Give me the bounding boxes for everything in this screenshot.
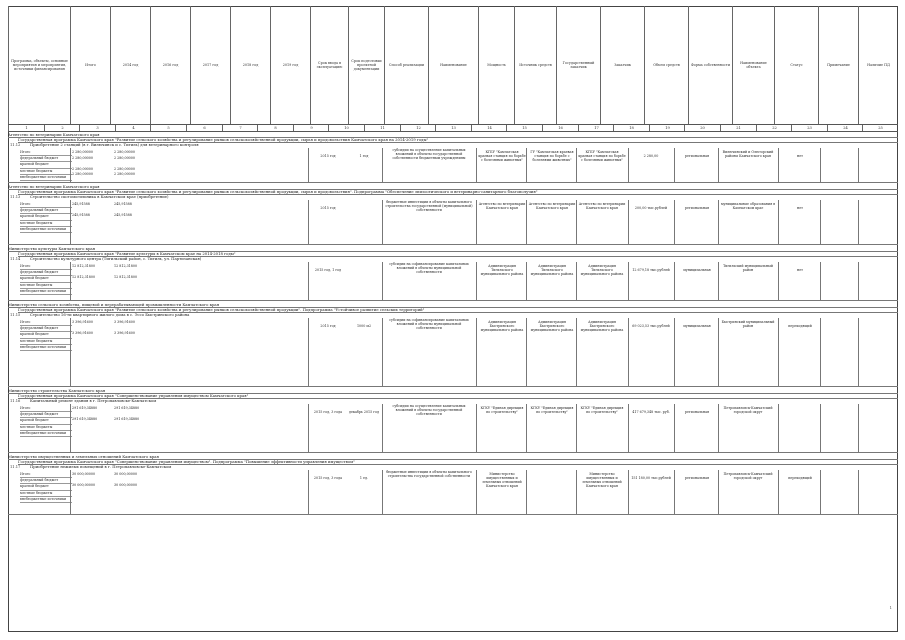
section-subtitle: Государственная программа Камчатского края "Развитие сельского хозяйства и регулирование рынков сельскохозяйственной продукции". Подпрограмма "Устойчивое развитие сельских территорий" [18, 307, 898, 313]
column-number: 1 [8, 125, 44, 131]
column-rule [820, 318, 821, 386]
column-rule [858, 200, 859, 244]
financing-label: федеральный бюджет [20, 156, 72, 162]
status: переходящий [788, 324, 812, 328]
column-number-row [8, 124, 898, 132]
column-number: 20 [684, 125, 720, 131]
ownership-form: региональная [684, 206, 710, 210]
term-detail: 1 год [359, 154, 369, 158]
term: 2015 год [320, 206, 336, 210]
financing-value-2014: 30 000,00000 [114, 472, 138, 476]
column-number: 3 [79, 125, 115, 131]
item-title: Приобретение нежилых помещений в г. Петропавловске-Камчатском [30, 464, 172, 469]
section-subtitle: Государственная программа Камчатского края "Развитие сельского хозяйства и регулирование рынков сельскохозяйственной продукции, сырья и продовольствия". Подпрограмма "Обеспечение эпизоотического и ветеринарно-санитарного благополучия" [18, 189, 898, 195]
header-cell: 2019 год [270, 6, 310, 124]
column-rule [526, 470, 527, 514]
financing-label: внебюджетные источники [20, 497, 72, 503]
column-rule [70, 148, 71, 182]
column-rule [476, 262, 477, 300]
column-rule [628, 318, 629, 386]
column-rule [70, 470, 71, 514]
column-rule [382, 200, 383, 244]
column-rule [476, 200, 477, 244]
column-number: 6 [186, 125, 222, 131]
column-number: 18 [613, 125, 649, 131]
financing-label: федеральный бюджет [20, 478, 72, 484]
column-rule [308, 318, 309, 386]
header-cell: Объем средств [644, 6, 688, 124]
column-number: 12 [400, 125, 436, 131]
item-title: Капитальный ремонт здания в г. Петропавловске-Камчатском [30, 398, 157, 403]
amount: 200,00 тыс.рублей [634, 206, 668, 210]
column-rule [778, 262, 779, 300]
column-rule [820, 262, 821, 300]
amount: 151 180,00 тыс.рублей [631, 476, 671, 480]
ownership-form: муниципальная [683, 324, 711, 328]
financing-value-2014: 30 000,00000 [114, 483, 138, 488]
column-rule [576, 470, 577, 514]
column-rule [628, 470, 629, 514]
financing-value-2014: 245,91588 [114, 202, 132, 206]
header-cell: Итого [70, 6, 110, 124]
column-number: 14 [471, 125, 507, 131]
region: муниципальные образования в Камчатском крае [720, 202, 776, 211]
status: нет [797, 206, 803, 210]
financing-value-2014: 291 619,34880 [114, 417, 140, 422]
status: переходящий [788, 476, 812, 480]
column-rule [858, 148, 859, 182]
organization-1: Администрация Быстринского муниципального района [480, 320, 524, 333]
section-block [8, 246, 898, 300]
section-title: Министерство культуры Камчатского края [8, 246, 898, 252]
amount: 417 679,348 тыс. руб. [632, 410, 670, 414]
item-title: Строительство культурного центра (Тигильский район, с. Тигиль, ул. Партизанская) [30, 256, 202, 261]
ownership-form: региональная [684, 154, 710, 158]
purpose: бюджетные инвестиции в объекты капитального строительства государственной собственности [386, 470, 472, 479]
ownership-form: муниципальная [683, 268, 711, 272]
financing-labels [20, 150, 72, 181]
item-title: Строительство скотомогильника в Камчатском крае (приобретение) [30, 194, 169, 199]
page-number: 1 [889, 605, 892, 610]
column-rule [674, 404, 675, 452]
column-rule [628, 262, 629, 300]
column-rule [576, 404, 577, 452]
section-title: Агентство по ветеринарии Камчатского края [8, 132, 898, 138]
header-cell: Источник средств [514, 6, 556, 124]
column-number: 25 [862, 125, 898, 131]
column-rule [820, 148, 821, 182]
financing-label: Итого [20, 320, 72, 326]
column-rule [778, 404, 779, 452]
ownership-form: региональная [684, 410, 710, 414]
header-cell: 2014 год [110, 6, 150, 124]
column-rule [674, 470, 675, 514]
column-rule [526, 200, 527, 244]
ownership-form: региональная [684, 476, 710, 480]
financing-label: местные бюджеты [20, 425, 72, 431]
financing-labels [20, 472, 72, 503]
header-cell: 2017 год [190, 6, 230, 124]
header-cell: Способ реализации [384, 6, 428, 124]
column-rule [820, 200, 821, 244]
section-block [8, 454, 898, 514]
column-rule [476, 470, 477, 514]
header-cell: Наименование [428, 6, 478, 124]
column-rule [820, 404, 821, 452]
column-rule [718, 470, 719, 514]
column-rule [308, 470, 309, 514]
column-rule [858, 262, 859, 300]
financing-value-2014: 12 812,31800 [114, 264, 138, 268]
column-number: 7 [222, 125, 258, 131]
column-rule [674, 200, 675, 244]
financing-labels [20, 264, 72, 295]
status: нет [797, 268, 803, 272]
column-rule [526, 404, 527, 452]
financing-value-2014: 245,91588 [114, 213, 132, 218]
region: Петропавловск-Камчатский городской округ [723, 406, 773, 415]
organization-2: КГКУ "Единая дирекция по строительству" [530, 406, 574, 415]
column-rule [70, 318, 71, 386]
column-rule [476, 404, 477, 452]
header-cell: Примечание [818, 6, 858, 124]
purpose: субсидии на осуществление капитальных вложений в объекты государственной собственности бюджетным учреждениям [392, 148, 466, 161]
column-rule [778, 318, 779, 386]
organization-2: Агентство по ветеринарии Камчатского края [528, 202, 576, 211]
financing-value-2014: 2 280,00000 [114, 172, 135, 177]
column-rule [718, 148, 719, 182]
financing-label: федеральный бюджет [20, 208, 72, 214]
column-rule [576, 200, 577, 244]
column-rule [382, 318, 383, 386]
organization-1: Администрация Тигильского муниципального района [480, 264, 524, 277]
column-rule [308, 200, 309, 244]
column-rule [718, 404, 719, 452]
purpose: бюджетные инвестиции в объекты капитального строительства государственной (муниципальной) собственности [385, 200, 473, 213]
column-number: 22 [756, 125, 792, 131]
column-rule [526, 148, 527, 182]
financing-value-2014: 2 280,00000 [114, 155, 135, 160]
header-cell: Заказчик [600, 6, 644, 124]
financing-label: местные бюджеты [20, 169, 72, 175]
financing-label: краевой бюджет [20, 418, 72, 424]
column-rule [674, 318, 675, 386]
column-rule [382, 470, 383, 514]
column-rule [308, 262, 309, 300]
region: Петропавловск-Камчатский городской округ [723, 472, 773, 481]
column-number: 24 [827, 125, 863, 131]
amount: 12 679,18 тыс.рублей [632, 268, 670, 272]
column-rule [308, 148, 309, 182]
column-rule [778, 470, 779, 514]
organization-3: КГКУ "Единая дирекция по строительству" [580, 406, 624, 415]
organization-3: Администрация Тигильского муниципального района [580, 264, 624, 277]
financing-value-2014: 291 619,34880 [114, 406, 140, 410]
amount: 69 023,53 тыс.рублей [632, 324, 670, 328]
column-rule [476, 318, 477, 386]
financing-label: Итого [20, 472, 72, 478]
organization-1: КГБУ "Камчатская краевая станция по борьбе с болезнями животных" [478, 150, 526, 163]
organization-1: КГКУ "Единая дирекция по строительству" [480, 406, 524, 415]
purpose: субсидии на софинансирование капитальных вложений в объекты муниципальной собственности [389, 262, 469, 275]
section-title: Министерство сельского хозяйства, пищевой и перерабатывающей промышленности Камчатского края [8, 302, 898, 308]
financing-value: 3 396,91600 [72, 320, 93, 324]
financing-label: местные бюджеты [20, 283, 72, 289]
column-rule [778, 200, 779, 244]
financing-label: краевой бюджет [20, 162, 72, 168]
column-rule [70, 404, 71, 452]
financing-value-2014: 3 396,91600 [114, 320, 135, 324]
column-rule [70, 262, 71, 300]
term-detail: декабрь 2015 год [348, 410, 380, 414]
term: 2015 год, 3 года [313, 476, 343, 480]
section-title: Агентство по ветеринарии Камчатского края [8, 184, 898, 190]
column-number: 17 [578, 125, 614, 131]
organization-2: ГУ "Камчатская краевая станция по борьбе с болезнями животных" [530, 150, 574, 163]
header-cell: Форма собственности [688, 6, 732, 124]
financing-label: федеральный бюджет [20, 412, 72, 418]
column-number: 11 [364, 125, 400, 131]
financing-label: федеральный бюджет [20, 270, 72, 276]
organization-3: Министерство имущественных и земельных отношений Камчатского края [582, 472, 622, 489]
financing-value-2014: 3 396,91600 [114, 331, 135, 336]
financing-label: местные бюджеты [20, 491, 72, 497]
column-rule [308, 404, 309, 452]
term-detail: 1000 м2 [356, 324, 372, 328]
column-number: 23 [791, 125, 827, 131]
financing-value: 30 000,00000 [72, 483, 96, 488]
header-cell: Срок ввода в эксплуатацию [310, 6, 348, 124]
header-cell: Мощность [478, 6, 514, 124]
header-cell: 2018 год [230, 6, 270, 124]
column-rule [628, 404, 629, 452]
financing-label: краевой бюджет [20, 276, 72, 282]
status: нет [797, 154, 803, 158]
financing-value: 291 619,34880 [72, 417, 98, 422]
column-rule [382, 262, 383, 300]
section-subtitle: Государственная программа Камчатского края "Совершенствование управления имуществом". Подпрограмма "Повышение эффективности управления имуществом" [18, 459, 898, 465]
financing-label: внебюджетные источники [20, 175, 72, 181]
column-rule [382, 404, 383, 452]
financing-label: Итого [20, 406, 72, 412]
financing-label: краевой бюджет [20, 484, 72, 490]
table-header [8, 6, 898, 124]
organization-3: Администрация Быстринского муниципального района [580, 320, 624, 333]
financing-value: 12 812,31800 [72, 275, 96, 280]
column-number: 19 [649, 125, 685, 131]
header-cell: Наличие ПД [858, 6, 898, 124]
organization-3: КГБУ "Камчатская краевая станция по борьбе с болезнями животных" [578, 150, 626, 163]
section-rule [8, 386, 898, 387]
region: Быстринский муниципальный район [721, 320, 775, 329]
item-index: 11.12 [10, 143, 21, 147]
item-index: 11.16 [10, 399, 21, 403]
financing-label: Итого [20, 264, 72, 270]
financing-value-2014: 2 280,00000 [114, 150, 135, 154]
section-subtitle: Государственная программа Камчатского края "Развитие сельского хозяйства и регулирование рынков сельскохозяйственной продукции, сырья и продовольствия Камчатского края на 2014-2019 годы" [18, 137, 898, 143]
financing-labels [20, 202, 72, 233]
financing-value: 2 280,00000 [72, 166, 93, 171]
financing-value: 3 396,91600 [72, 331, 93, 336]
financing-value: 245,91588 [72, 202, 90, 206]
column-rule [526, 262, 527, 300]
section-block [8, 132, 898, 182]
organization-2: Администрация Тигильского муниципального района [530, 264, 574, 277]
column-rule [858, 404, 859, 452]
column-rule [526, 318, 527, 386]
financing-labels [20, 320, 72, 351]
financing-value: 291 619,34880 [72, 406, 98, 410]
term: 2015 год, 3 года [313, 410, 343, 414]
purpose: субсидии на осуществление капитальных вложений в объекты государственной собственности [392, 404, 466, 417]
header-cell: Срок подготовки проектной документации [348, 6, 384, 124]
financing-value-2014: 12 812,31800 [114, 275, 138, 280]
financing-labels [20, 406, 72, 437]
column-rule [476, 148, 477, 182]
column-number: 2 [44, 125, 80, 131]
item-title: Строительство 16-ти квартирного жилого дома в с. Эссо Быстринского района [30, 312, 190, 317]
section-title: Министерство имущественных и земельных отношений Камчатского края [8, 454, 898, 460]
financing-label: местные бюджеты [20, 339, 72, 345]
column-number: 13 [435, 125, 471, 131]
organization-1: Агентство по ветеринарии Камчатского края [478, 202, 526, 211]
item-title: Приобретение 2 станций (в г. Вилючинск и с. Тигиль) для ветеринарного контроля [30, 142, 199, 147]
section-block [8, 302, 898, 386]
term-detail: 1 ед. [359, 476, 369, 480]
item-index: 11.13 [10, 195, 21, 199]
financing-value: 30 000,00000 [72, 472, 96, 476]
section-rule [8, 182, 898, 183]
column-rule [576, 148, 577, 182]
column-rule [628, 148, 629, 182]
item-index: 11.17 [10, 465, 21, 469]
column-rule [718, 318, 719, 386]
header-cell: Программа, объекты, основные мероприятия и мероприятия, источники финансирования [8, 6, 70, 124]
financing-label: Итого [20, 150, 72, 156]
column-number: 5 [150, 125, 186, 131]
column-rule [674, 262, 675, 300]
purpose: субсидии на софинансирование капитальных вложений в объекты муниципальной собственности [389, 318, 469, 331]
financing-value-2014: 2 280,00000 [114, 166, 135, 171]
column-rule [674, 148, 675, 182]
header-cell: Наименование объекта [732, 6, 774, 124]
section-block [8, 184, 898, 244]
item-index: 11.15 [10, 313, 21, 317]
section-block [8, 388, 898, 452]
financing-value: 245,91588 [72, 213, 90, 218]
section-title: Министерство строительства Камчатского края [8, 388, 898, 394]
organization-2: Администрация Быстринского муниципального района [530, 320, 574, 333]
column-rule [718, 262, 719, 300]
financing-label: Итого [20, 202, 72, 208]
document-page [8, 6, 898, 632]
column-number: 15 [506, 125, 542, 131]
column-number: 21 [720, 125, 756, 131]
financing-label: федеральный бюджет [20, 326, 72, 332]
financing-label: внебюджетные источники [20, 289, 72, 295]
column-number: 8 [257, 125, 293, 131]
column-number: 10 [328, 125, 364, 131]
financing-value: 12 812,31800 [72, 264, 96, 268]
financing-label: внебюджетные источники [20, 431, 72, 437]
term: 2015 год, 1 год [314, 268, 342, 272]
column-rule [778, 148, 779, 182]
amount: 2 280,00 [643, 154, 659, 158]
organization-1: Министерство имущественных и земельных отношений Камчатского края [482, 472, 522, 489]
column-rule [718, 200, 719, 244]
header-cell: Государственный заказчик [556, 6, 600, 124]
column-rule [858, 470, 859, 514]
section-rule [8, 300, 898, 301]
section-rule [8, 514, 898, 515]
financing-label: местные бюджеты [20, 221, 72, 227]
header-cell: Статус [774, 6, 818, 124]
column-rule [576, 318, 577, 386]
financing-label: краевой бюджет [20, 214, 72, 220]
column-rule [820, 470, 821, 514]
section-subtitle: Государственная программа Камчатского края "Совершенствование управления имуществом Камчатского края" [18, 393, 898, 399]
column-rule [70, 200, 71, 244]
section-rule [8, 244, 898, 245]
column-rule [382, 148, 383, 182]
organization-3: Агентство по ветеринарии Камчатского края [578, 202, 626, 211]
financing-value: 2 280,00000 [72, 150, 93, 154]
financing-value: 2 280,00000 [72, 155, 93, 160]
section-subtitle: Государственная программа Камчатского края "Развитие культуры в Камчатском крае на 2014-2018 годы" [18, 251, 898, 257]
financing-label: внебюджетные источники [20, 227, 72, 233]
item-index: 11.14 [10, 257, 21, 261]
financing-label: внебюджетные источники [20, 345, 72, 351]
financing-label: краевой бюджет [20, 332, 72, 338]
column-number: 9 [293, 125, 329, 131]
column-rule [576, 262, 577, 300]
region: Вилючинский и Олюторский районы Камчатского края [722, 150, 774, 159]
column-number: 4 [115, 125, 151, 131]
financing-value: 2 280,00000 [72, 172, 93, 177]
column-rule [628, 200, 629, 244]
column-rule [858, 318, 859, 386]
term: 2015 год [320, 154, 336, 158]
header-cell: 2016 год [150, 6, 190, 124]
term: 2015 год [320, 324, 336, 328]
section-rule [8, 452, 898, 453]
column-number: 16 [542, 125, 578, 131]
region: Тигильский муниципальный район [723, 264, 773, 273]
